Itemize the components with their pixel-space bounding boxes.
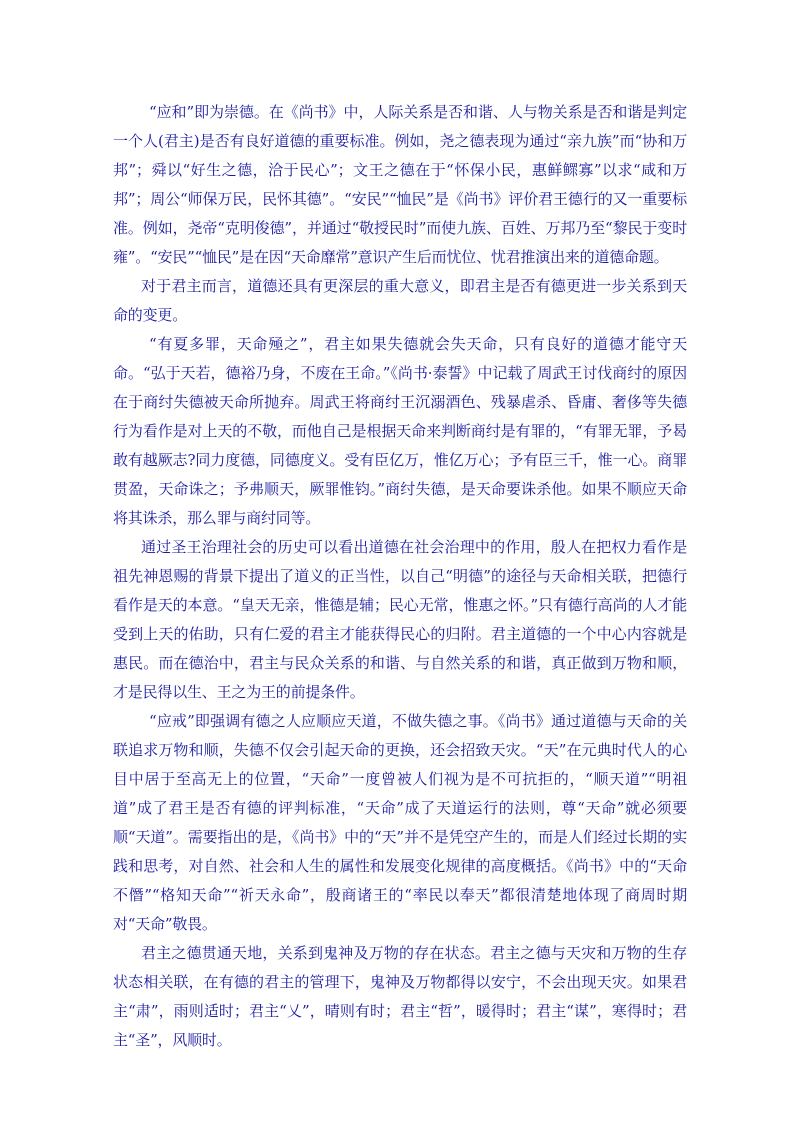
paragraph-4: 通过圣王治理社会的历史可以看出道德在社会治理中的作用，殷人在把权力看作是祖先神恩赐的背景下提出了道义的正当性，以自己“明德”的途径与天命相关联，把德行看作是天的本意。“皇天无亲，惟德是辅；民心无常，惟惠之怀。”只有德行高尚的人才能受到上天的佑助，只有仁爱的君主才能获得民心的归附。君主道德的一个中心内容就是惠民。而在德治中，君主与民众关系的和谐、与自然关系的和谐，真正做到万物和顺，才是民得以生、王之为王的前提条件。 (113, 538, 687, 701)
paragraph-2: 对于君主而言，道德还具有更深层的重大意义，即君主是否有德更进一步关系到天命的变更。 (113, 277, 687, 324)
paragraph-1: “应和”即为崇德。在《尚书》中，人际关系是否和谐、人与物关系是否和谐是判定一个人(君主)是否有良好道德的重要标准。例如，尧之德表现为通过“亲九族”而“协和万邦”；舜以“好生之德，洽于民心”；文王之德在于“怀保小民，惠鲜鳏寡”以求“咸和万邦”；周公“师保万民，民怀其德”。“安民”“恤民”是《尚书》评价君王德行的又一重要标准。例如，尧帝“克明俊德”，并通过“敬授民时”而使九族、百姓、万邦乃至“黎民于变时雍”。“安民”“恤民”是在因“天命靡常”意识产生后而忧位、忧君推演出来的道德命题。 (113, 103, 687, 266)
document-page (113, 98, 687, 1055)
paragraph-5: “应戒”即强调有德之人应顺应天道，不做失德之事。《尚书》通过道德与天命的关联追求万物和顺，失德不仅会引起天命的更换，还会招致天灾。“天”在元典时代人的心目中居于至高无上的位置，“天命”一度曾被人们视为是不可抗拒的，“顺天道”“明祖道”成了君王是否有德的评判标准，“天命”成了天道运行的法则，尊“天命”就必须要顺“天道”。需要指出的是，《尚书》中的“天”并不是凭空产生的，而是人们经过长期的实践和思考，对自然、社会和人生的属性和发展变化规律的高度概括。《尚书》中的“天命不僭”“格知天命”“祈天永命”，殷商诸王的“率民以奉天”都很清楚地体现了商周时期对“天命”敬畏。 (113, 712, 687, 933)
paragraph-6: 君主之德贯通天地，关系到鬼神及万物的存在状态。君主之德与天灾和万物的生存状态相关联，在有德的君主的管理下，鬼神及万物都得以安宁，不会出现天灾。如果君主“肃”，雨则适时；君主“乂”，晴则有时；君主“哲”，暖得时；君主“谋”，寒得时；君主“圣”，风顺时。 (113, 944, 687, 1049)
paragraph-3: “有夏多罪，天命殛之”，君主如果失德就会失天命，只有良好的道德才能守天命。“弘于天若，德裕乃身，不废在王命。”《尚书·泰誓》中记载了周武王讨伐商纣的原因在于商纣失德被天命所抛弃。周武王将商纣王沉溺酒色、残暴虐杀、昏庸、奢侈等失德行为看作是对上天的不敬，而他自己是根据天命来判断商纣是有罪的，“有罪无罪，予曷敢有越厥志?同力度德，同德度义。受有臣亿万，惟亿万心；予有臣三千，惟一心。商罪贯盈，天命诛之；予弗顺天，厥罪惟钧。”商纣失德，是天命要诛杀他。如果不顺应天命将其诛杀，那么罪与商纣同等。 (113, 335, 687, 527)
